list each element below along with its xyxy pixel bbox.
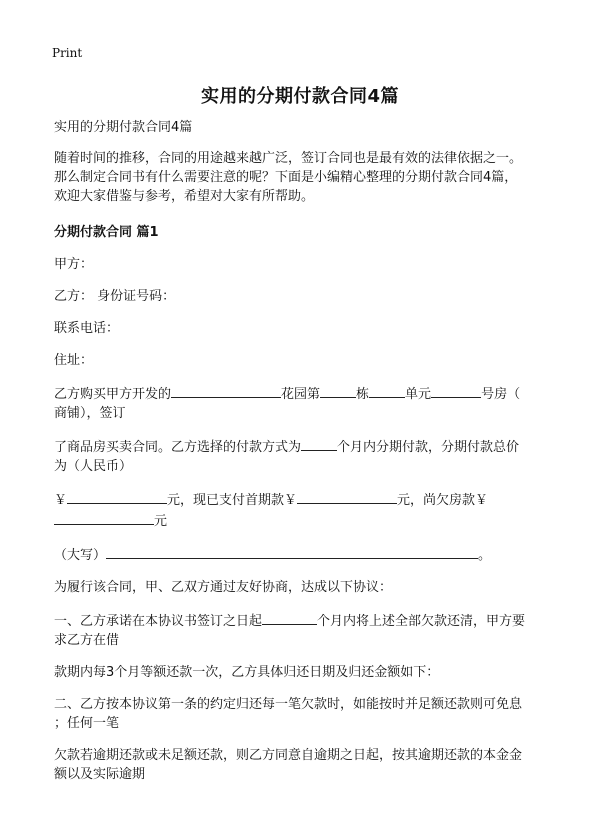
clause-text: 单元	[405, 387, 432, 402]
clause-text: 元，现已支付首期款￥	[167, 493, 298, 508]
clause-text: 。	[478, 548, 492, 563]
clause-two	[54, 695, 554, 733]
clause-text: 个月内将上述全部欠款还清，甲方要	[317, 614, 526, 629]
clause-schedule: 款期内每3个月等额还款一次，乙方具体归还日期及归还金额如下：	[54, 665, 440, 680]
blank-line	[369, 383, 405, 398]
print-link[interactable]: Print	[52, 46, 83, 60]
clause-text: 元，尚欠房款￥	[397, 493, 489, 508]
clause-line: 欠款若逾期还款或未足额还款，则乙方同意自逾期之日起，按其逾期还款的本金金	[54, 748, 523, 763]
clause-text: 乙方购买甲方开发的	[54, 387, 172, 402]
clause-uppercase	[54, 544, 554, 565]
clause-line: 求乙方在借	[54, 633, 120, 648]
document-subtitle: 实用的分期付款合同4篇	[54, 120, 193, 135]
clause-text: 栋	[356, 387, 370, 402]
section-heading: 分期付款合同 篇1	[54, 225, 159, 240]
blank-line	[431, 383, 481, 398]
blank-line	[171, 383, 281, 398]
clause-text: （大写）	[54, 548, 107, 563]
party-b-line: 乙方： 身份证号码：	[54, 289, 176, 304]
clause-amounts	[54, 489, 554, 531]
blank-line	[297, 489, 397, 504]
blank-line	[54, 510, 154, 525]
clause-overdue	[54, 746, 554, 784]
clause-text: 元	[154, 514, 168, 529]
party-a-line: 甲方：	[54, 257, 94, 272]
clause-line	[54, 436, 554, 457]
blank-line	[320, 383, 356, 398]
blank-line	[67, 489, 167, 504]
blank-line	[301, 436, 337, 451]
clause-line	[54, 489, 554, 510]
clause-text: 一、乙方承诺在本协议书签订之日起	[54, 614, 263, 629]
clause-text: 花园第	[281, 387, 321, 402]
clause-line: 二、乙方按本协议第一条的约定归还每一笔欠款时，如能按时并足额还款则可免息	[54, 697, 523, 712]
clause-agreement: 为履行该合同，甲、乙双方通过友好协商，达成以下协议：	[54, 580, 393, 595]
clause-text: 个月内分期付款，分期付款总价	[337, 440, 520, 455]
clause-text: ￥	[54, 493, 68, 508]
clause-line: 为（人民币）	[54, 459, 133, 474]
page-title: 实用的分期付款合同4篇	[200, 86, 400, 107]
clause-line: ；任何一笔	[54, 716, 120, 731]
intro-line: 欢迎大家借鉴与参考，希望对大家有所帮助。	[54, 189, 315, 204]
clause-line	[54, 510, 554, 531]
clause-one	[54, 610, 554, 650]
phone-line: 联系电话：	[54, 321, 120, 336]
intro-line: 那么制定合同书有什么需要注意的呢？下面是小编精心整理的分期付款合同4篇，	[54, 170, 518, 185]
clause-line	[54, 383, 554, 404]
address-line: 住址：	[54, 353, 94, 368]
clause-text: 了商品房买卖合同。乙方选择的付款方式为	[54, 440, 302, 455]
clause-payment-method	[54, 436, 554, 476]
blank-line	[262, 610, 317, 625]
clause-line: 额以及实际逾期	[54, 767, 146, 782]
clause-purchase	[54, 383, 554, 423]
clause-line: 商铺），签订	[54, 406, 126, 421]
clause-text: 号房（	[481, 387, 521, 402]
blank-line	[106, 544, 478, 559]
intro-line: 随着时间的推移，合同的用途越来越广泛，签订合同也是最有效的法律依据之一。	[54, 151, 523, 166]
clause-line	[54, 610, 554, 631]
intro-paragraph	[54, 149, 554, 206]
document-body	[54, 118, 554, 784]
